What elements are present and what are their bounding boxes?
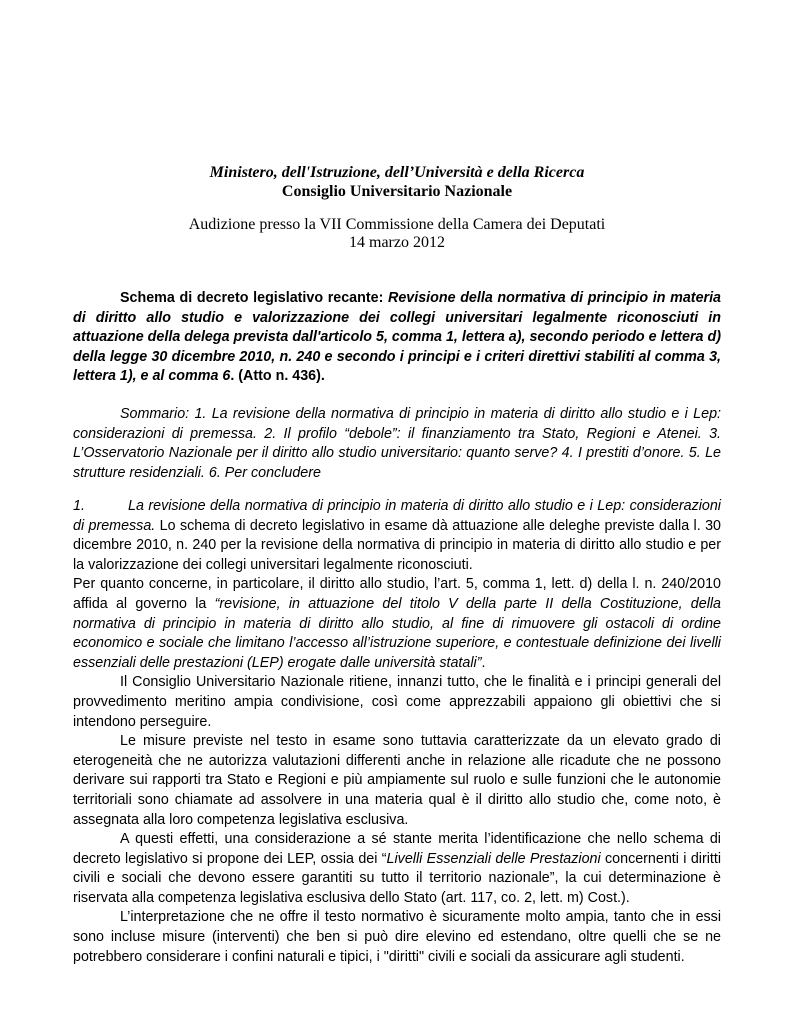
section-paragraph-5-rest: concernenti i diritti civili e sociali che devono essere garantiti su tutto il territorio nazionale”, la cui determinazione è riservata alla competenza legislativa esclusiva dello Stato (art. 117, co. 2, lett. m) Cost.). xyxy=(73,850,722,906)
document-page xyxy=(73,0,721,1024)
section-paragraph-2-lead: Per quanto concerne, in particolare, il diritto allo studio, l’art. 5, comma 1, lett. d) della l. n. 240/2010 affida al governo la xyxy=(73,576,721,612)
section-paragraph-6: L’interpretazione che ne offre il testo normativo è sicuramente molto ampia, tanto che in essi sono incluse misure (interventi) che ben si può dire elevino ed estendano, oltre quelli che se ne potrebbero considerare i confini naturali e tipici, i "diritti" civili e sociali da assicurare agli studenti. xyxy=(73,909,721,965)
section-paragraph-2-quote: “revisione, in attuazione del titolo V della parte II della Costituzione, della normativa di principio in materia di diritto allo studio, al fine di rimuovere gli ostacoli di ordine economico e sociale che limitano l’accesso all’istruzione superiore, e contestuale definizione dei livelli essenziali delle prestazioni (LEP) erogate dalle università statali” xyxy=(73,595,721,671)
decree-title-italic: Revisione della normativa di principio in materia di diritto allo studio e valorizzazione dei collegi universitari legalmente riconosciuti in attuazione della delega prevista dall'articolo 5, comma 1, lettera a), secondo periodo e lettera d) della legge 30 dicembre 2010, n. 240 e secondo i principi e i criteri direttivi stabiliti al comma 3, lettera 1), e al comma 6 xyxy=(73,290,722,385)
decree-title xyxy=(73,289,721,387)
summary xyxy=(73,405,721,483)
decree-title-suffix: . (Atto n. 436). xyxy=(230,368,325,385)
section-paragraph-1: Lo schema di decreto legislativo in esame dà attuazione alle deleghe previste dalla l. 30 dicembre 2010, n. 240 per la revisione della normativa di principio in materia di diritto allo studio e per la valorizzazione dei collegi universitari legalmente riconosciuti. xyxy=(73,517,721,573)
section-paragraph-3: Il Consiglio Universitario Nazionale ritiene, innanzi tutto, che le finalità e i principi generali del provvedimento meritino ampia condivisione, così come apprezzabili appaiono gli obiettivi che si intendono perseguire. xyxy=(73,674,721,730)
section-paragraph-4: Le misure previste nel testo in esame sono tuttavia caratterizzate da un elevato grado di eterogeneità che ne autorizza valutazioni differenti anche in relazione alle ricadute che ne possono derivare sui rapporti tra Stato e Regioni e più ampiamente sul ruolo e sulle funzioni che le autonomie territoriali sono chiamate ad assolvere in una materia qual è il diritto allo studio che, come noto, è assegnata alla loro competenza legislativa esclusiva. xyxy=(73,733,721,828)
section-1 xyxy=(73,497,721,967)
section-paragraph-5-italic: Livelli Essenziali delle Prestazioni xyxy=(386,850,601,867)
hearing-date: 14 marzo 2012 xyxy=(349,234,445,251)
summary-text: Sommario: 1. La revisione della normativa di principio in materia di diritto allo studio e i Lep: considerazioni di premessa. 2. Il profilo “debole”: il finanziamento tra Stato, Regioni e Atenei. 3. L’Osservatorio Nazionale per il diritto allo studio universitario: quanto serve? 4. I prestiti d’onore. 5. Le strutture residenziali. 6. Per concludere xyxy=(73,406,721,481)
section-heading: La revisione della normativa di principio in materia di diritto allo studio e i Lep: considerazioni di premessa. xyxy=(73,498,721,534)
decree-title-prefix: Schema di decreto legislativo recante: xyxy=(120,290,388,306)
section-paragraph-5-lead: A questi effetti, una considerazione a sé stante merita l’identificazione che nello schema di decreto legislativo si propone dei LEP, ossia dei “ xyxy=(73,831,721,867)
ministry-name: Ministero, dell'Istruzione, dell’Università e della Ricerca xyxy=(209,164,585,181)
hearing-title: Audizione presso la VII Commissione della Camera dei Deputati xyxy=(188,216,606,233)
council-name: Consiglio Universitario Nazionale xyxy=(281,183,513,200)
hearing-info xyxy=(73,216,721,252)
section-number: 1. xyxy=(73,498,85,514)
document-header xyxy=(73,163,721,201)
section-paragraph-2-end: . xyxy=(481,654,486,671)
